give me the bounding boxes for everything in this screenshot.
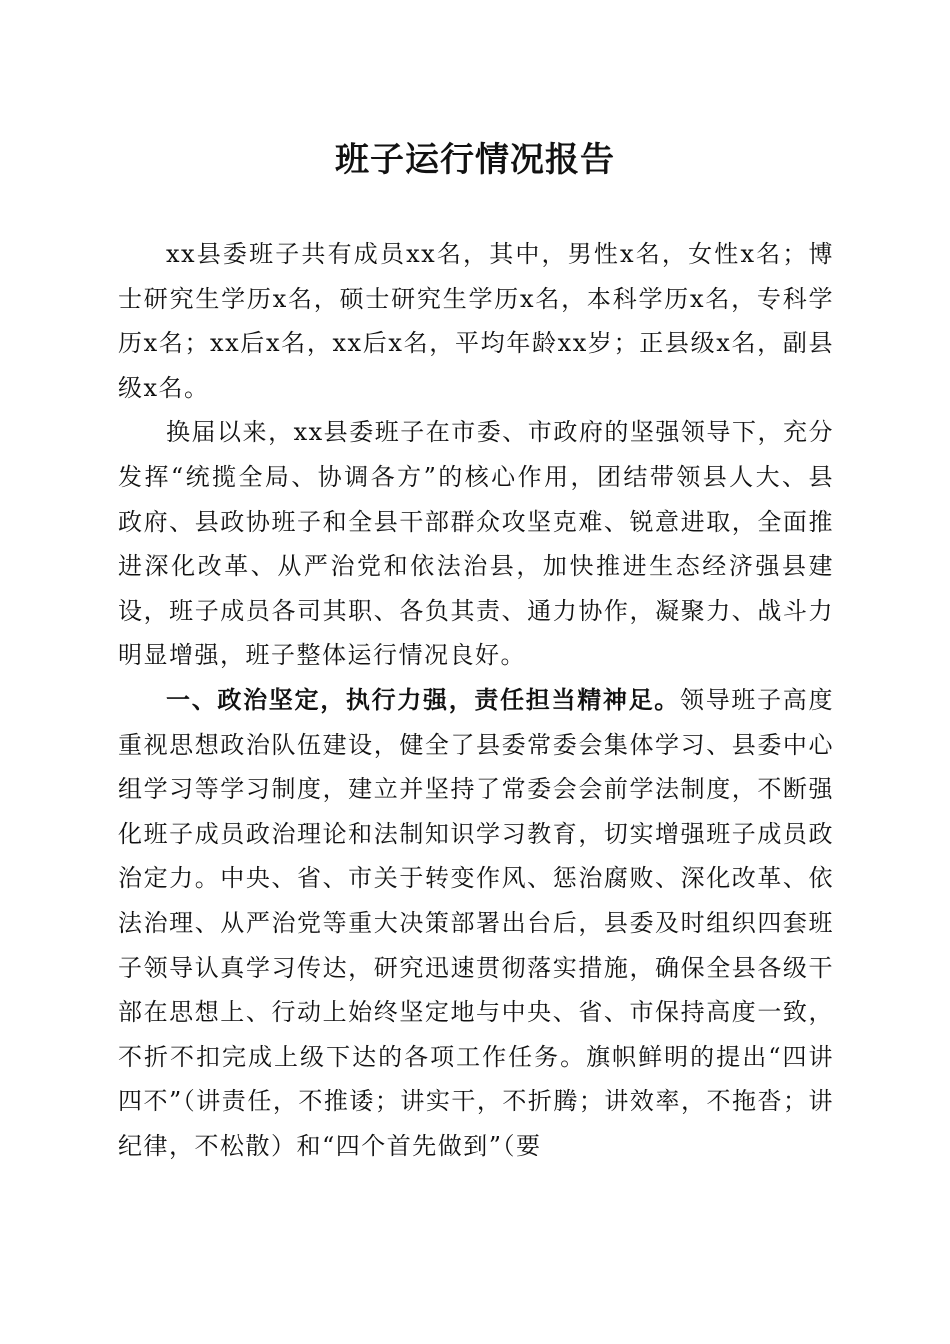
paragraph-section-one [118,678,834,1169]
document-body [118,232,834,1168]
paragraph-overview [118,410,834,678]
paragraph-text: 领导班子高度重视思想政治队伍建设，健全了县委常委会集体学习、县委中心组学习等学习制度，建立并坚持了常委会会前学法制度，不断强化班子成员政治理论和法制知识学习教育，切实增强班子成员政治定力。中央、省、市关于转变作风、惩治腐败、深化改革、依法治理、从严治党等重大决策部署出台后，县委及时组织四套班子领导认真学习传达，研究迅速贯彻落实措施，确保全县各级干部在思想上、行动上始终坚定地与中央、省、市保持高度一致，不折不扣完成上级下达的各项工作任务。旗帜鲜明的提出“四讲四不”（讲责任，不推诿；讲实干，不折腾；讲效率，不拖沓；讲纪律，不松散）和“四个首先做到”（要 [118,685,834,1160]
paragraph-composition [118,232,834,410]
section-heading: 一、政治坚定，执行力强，责任担当精神足。 [166,684,680,714]
paragraph-text: 换届以来，xx县委班子在市委、市政府的坚强领导下，充分发挥“统揽全局、协调各方”的核心作用，团结带领县人大、县政府、县政协班子和全县干部群众攻坚克难、锐意进取，全面推进深化改革、从严治党和依法治县，加快推进生态经济强县建设，班子成员各司其职、各负其责、通力协作，凝聚力、战斗力明显增强，班子整体运行情况良好。 [118,418,834,670]
paragraph-text: xx县委班子共有成员xx名，其中，男性x名，女性x名；博士研究生学历x名，硕士研究生学历x名，本科学历x名，专科学历x名；xx后x名，xx后x名，平均年龄xx岁；正县级x名，副县级x名。 [118,240,834,402]
page-title: 班子运行情况报告 [335,140,615,180]
